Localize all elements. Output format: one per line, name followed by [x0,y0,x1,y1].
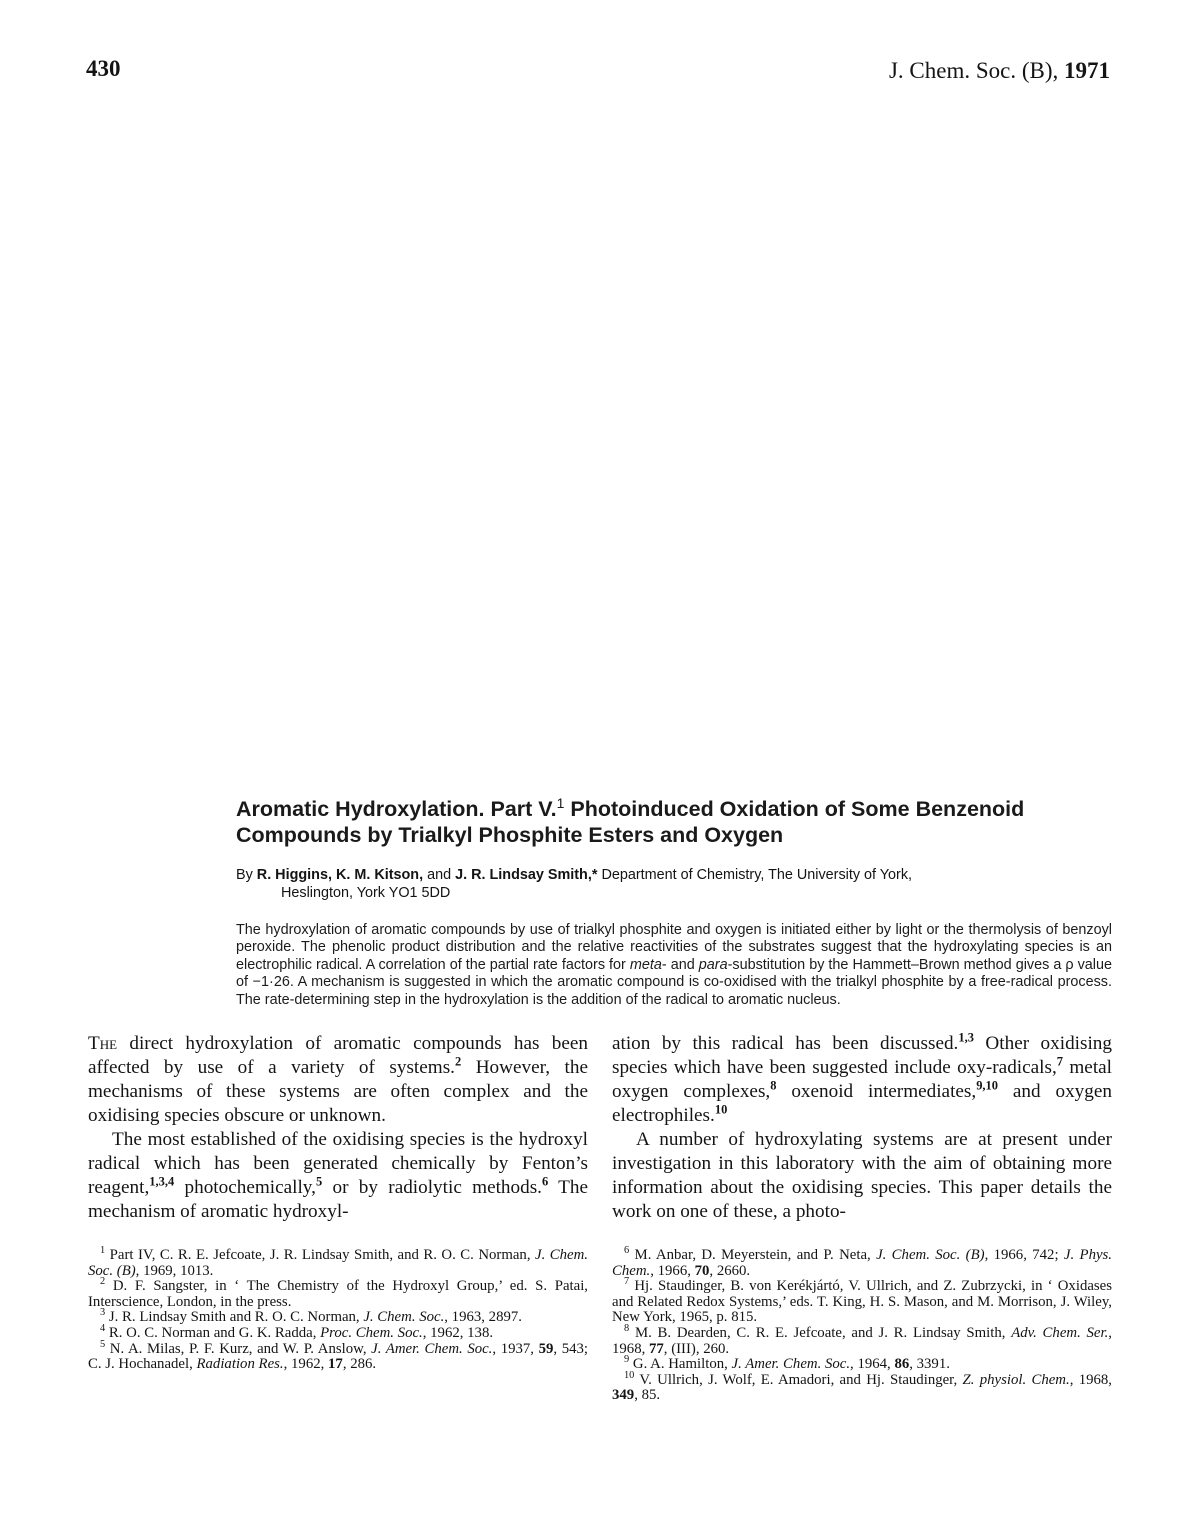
article-title [236,796,1112,848]
volume-number: 86 [894,1356,910,1373]
volume-number: 77 [649,1340,664,1357]
citation-ref: 1,3 [958,1030,974,1045]
journal-name: J. Chem. Soc. (B), [888,58,1059,83]
footnote-number: 7 [624,1276,630,1288]
journal-abbrev: J. Amer. Chem. Soc. [731,1356,851,1373]
journal-abbrev: J. Amer. Chem. Soc. [371,1340,493,1357]
citation-ref: 10 [714,1102,728,1117]
abstract-meta: meta [629,956,662,973]
footnote-number: 4 [100,1323,106,1335]
footnote-text: , 1937, [492,1340,539,1357]
footnote-text: , 1966, [650,1262,695,1279]
volume-number: 70 [694,1262,710,1279]
volume-number: 349 [612,1387,635,1404]
affiliation-line-1: Department of Chemistry, The University of York, [597,867,913,883]
lead-word: The [88,1033,118,1054]
body-text: direct hydroxylation of aromatic compounds has been affected by use of a variety of systems. [88,1033,588,1078]
journal-abbrev: J. Chem. Soc. [363,1309,445,1326]
volume-number: 59 [538,1340,554,1357]
footnote-number: 10 [624,1369,635,1381]
footnote-text: , (III), 260. [663,1340,730,1357]
body-text: ation by this radical has been discussed. [612,1033,959,1054]
footnote-7 [612,1276,1112,1326]
journal-abbrev: J. Chem. Soc. (B) [88,1247,588,1279]
footnote-number: 8 [624,1323,630,1335]
body-paragraph-4: A number of hydroxylating systems are at present under investigation in this laboratory with the aim of obtaining more information about the oxidising species. This paper details the work on one of these, a photo- [612,1129,1112,1222]
footnote-8 [612,1323,1112,1357]
footnote-number: 1 [100,1245,106,1257]
footnote-4 [88,1323,588,1342]
abstract-text-2: - and [661,956,699,973]
footnote-number: 2 [100,1276,106,1288]
footnote-text: , 1963, 2897. [444,1309,522,1326]
footnote-text: , 1964, [850,1356,895,1373]
journal-abbrev: J. Phys. Chem. [612,1247,1113,1279]
body-text: However, the mechanisms of these systems are often complex and the oxidising species obscure or unknown. [88,1057,588,1126]
footnote-text: M. Anbar, D. Meyerstein, and P. Neta, [634,1247,877,1263]
footnote-2 [88,1276,589,1310]
footnote-text: , 85. [634,1387,661,1404]
footnotes-right [612,1245,1113,1404]
author-names-2: J. R. Lindsay Smith,* [455,867,598,883]
footnote-text: , 543; C. J. Hochanadel, [88,1340,589,1373]
footnote-number: 6 [624,1245,630,1257]
body-paragraph-3 [612,1032,1112,1128]
body-text: The most established of the oxidising species is the hydroxyl radical which has been generated chemically by Fenton’s reagent, [88,1129,588,1198]
body-text: Other oxidising species which have been suggested include oxy-radicals, [612,1033,1112,1078]
body-text: or by radiolytic methods. [322,1177,542,1198]
footnote-text: N. A. Milas, P. F. Kurz, and W. P. Anslow, [109,1340,372,1357]
body-paragraph-2 [88,1128,588,1224]
body-text: The mechanism of aromatic hydroxyl- [88,1177,589,1222]
citation-ref: 5 [315,1174,323,1189]
footnote-3 [88,1307,588,1326]
footnotes-left [88,1245,589,1373]
journal-header [889,58,1110,84]
footnote-text: J. R. Lindsay Smith and R. O. C. Norman, [108,1309,364,1326]
footnote-text: , 1969, 1013. [135,1262,214,1279]
citation-ref: 8 [770,1078,777,1093]
title-rest: Photoinduced Oxidation of Some Benzenoid Compounds by Trialkyl Phosphite Esters and Oxygen [236,797,1025,847]
title-ref: 1 [556,794,565,811]
footnote-5 [88,1338,589,1373]
citation-ref: 9,10 [976,1078,999,1093]
volume-number: 17 [328,1356,343,1373]
footnote-text: , 1962, 138. [422,1324,494,1341]
footnote-text: , 286. [342,1356,377,1373]
footnote-number: 9 [624,1354,630,1366]
abstract-text-3: -substitution by the Hammett–Brown method gives a ρ value of −1·26. A mechanism is suggested in which the aromatic compound is co-oxidised with the trialkyl phosphite by a free-radical process. The rate-determining step in the hydroxylation is the addition of the radical to aromatic nucleus. [236,956,1112,1008]
body-column-left [88,1032,588,1224]
body-text: and oxygen electrophiles. [612,1081,1112,1126]
footnote-text: , 2660. [709,1262,751,1279]
body-text: metal oxygen complexes, [612,1057,1112,1102]
journal-abbrev: Proc. Chem. Soc. [320,1324,423,1341]
body-paragraph-1 [88,1032,588,1128]
footnote-number: 5 [100,1338,106,1350]
body-text: oxenoid intermediates, [776,1081,977,1102]
footnote-text: D. F. Sangster, in ‘ The Chemistry of the Hydroxyl Group,’ ed. S. Patai, Interscience, London, in the press. [88,1278,589,1310]
body-column-right [612,1032,1112,1224]
footnote-1 [88,1245,588,1279]
journal-abbrev: Radiation Res. [196,1356,284,1373]
journal-abbrev: J. Chem. Soc. (B) [876,1247,985,1263]
authors-and: and [423,867,456,883]
footnote-text: , 1962, [283,1356,329,1373]
title-main: Aromatic Hydroxylation. Part V. [236,797,557,821]
abstract-para: para [698,956,728,973]
abstract-text-1: The hydroxylation of aromatic compounds by use of trialkyl phosphite and oxygen is initiated either by light or the thermolysis of benzoyl peroxide. The phenolic product distribution and the relative reactivities of the substrates suggest that the hydroxylating species is an electrophilic radical. A correlation of the partial rate factors for [236,922,1112,973]
citation-ref: 1,3,4 [149,1174,175,1189]
footnote-9 [612,1354,1112,1373]
footnote-10 [612,1369,1112,1404]
footnote-text: Part IV, C. R. E. Jefcoate, J. R. Lindsay Smith, and R. O. C. Norman, [109,1247,536,1263]
authors-block [236,866,1112,902]
citation-ref: 7 [1056,1054,1063,1069]
authors-prefix: By [236,867,257,883]
footnote-text: G. A. Hamilton, [632,1356,732,1373]
footnote-text: R. O. C. Norman and G. K. Radda, [108,1324,321,1341]
footnote-number: 3 [100,1307,106,1319]
body-text: photochemically, [174,1177,316,1198]
journal-abbrev: Adv. Chem. Ser. [1011,1324,1109,1341]
footnote-text: Hj. Staudinger, B. von Kerékjártó, V. Ullrich, and Z. Zubrzycki, in ‘ Oxidases and Related Redox Systems,’ eds. T. King, H. S. Mason, and M. Morrison, J. Wiley, New York, 1965, p. 815. [612,1278,1112,1326]
footnote-text: M. B. Dearden, C. R. E. Jefcoate, and J. R. Lindsay Smith, [634,1324,1012,1341]
footnote-text: V. Ullrich, J. Wolf, E. Amadori, and Hj. Staudinger, [639,1371,963,1388]
journal-abbrev: Z. physiol. Chem. [962,1371,1070,1388]
journal-year: 1971 [1064,58,1110,83]
affiliation-line-2: Heslington, York YO1 5DD [281,885,451,901]
footnote-text: , 3391. [909,1356,950,1373]
citation-ref: 6 [541,1174,549,1189]
footnote-text: , 1968, [612,1324,1112,1357]
footnote-6 [612,1245,1113,1279]
author-names-1: R. Higgins, K. M. Kitson, [256,867,424,883]
page-number: 430 [86,56,121,81]
abstract [236,922,1112,1009]
footnote-text: , 1968, [1069,1371,1112,1388]
citation-ref: 2 [454,1054,462,1069]
footnote-text: , 1966, 742; [984,1247,1064,1263]
